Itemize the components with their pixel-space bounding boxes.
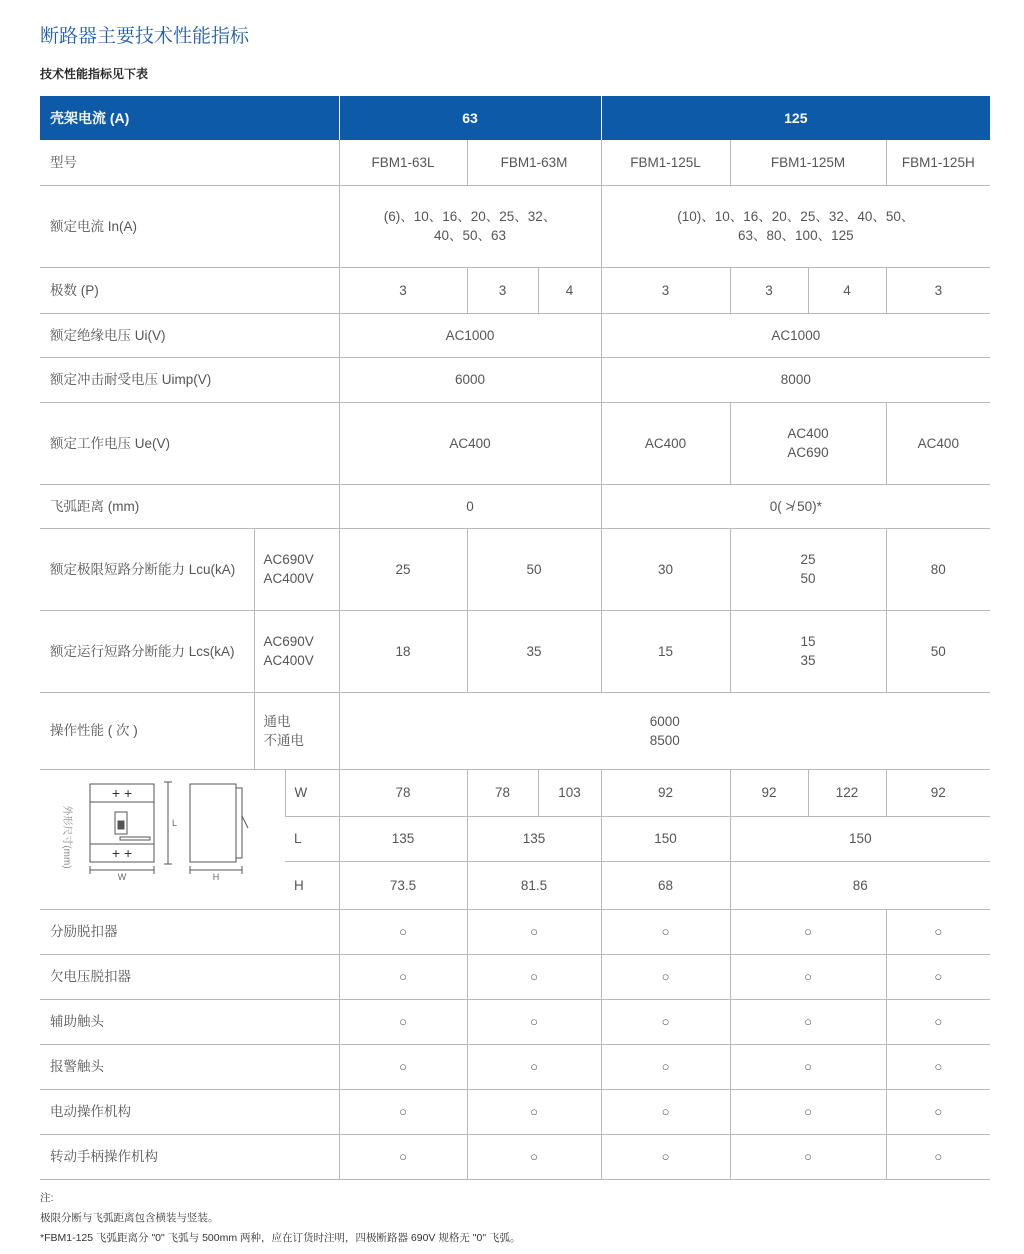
poles-label: 极数 (P): [40, 267, 339, 313]
dim-h-value: 86: [730, 862, 990, 909]
option-circle-icon: ○: [467, 909, 601, 954]
option-circle-icon: ○: [601, 1134, 730, 1179]
dim-l-value: 135: [467, 816, 601, 862]
model-fbm1-63l: FBM1-63L: [339, 140, 467, 185]
arc-125: 0( ≯ 50)*: [601, 484, 990, 528]
diagram-l-label: L: [172, 817, 178, 828]
poles-value: 3: [467, 267, 538, 313]
option-circle-icon: ○: [730, 999, 886, 1044]
accessory-label: 转动手柄操作机构: [40, 1134, 339, 1179]
note-line: *FBM1-125 飞弧距离分 "0" 飞弧与 500mm 两种，应在订货时注明，四极断路器 690V 规格无 "0" 飞弧。: [40, 1232, 521, 1244]
model-fbm1-125m: FBM1-125M: [730, 140, 886, 185]
dimension-diagram-cell: [40, 769, 285, 909]
option-circle-icon: ○: [601, 954, 730, 999]
uimp-label: 额定冲击耐受电压 Uimp(V): [40, 357, 339, 402]
lcu-fbm1-125l: 30: [601, 528, 730, 610]
accessory-rows: [40, 909, 990, 1179]
operation-mode-on: 通电: [263, 713, 291, 729]
ui-label: 额定绝缘电压 Ui(V): [40, 313, 339, 357]
operation-label: 操作性能 ( 次 ): [40, 692, 254, 769]
lcu-voltage: [254, 528, 339, 610]
accessory-label: 报警触头: [40, 1044, 339, 1089]
option-circle-icon: ○: [601, 999, 730, 1044]
lcu-125m-line1: 25: [800, 552, 816, 567]
header-row: [40, 96, 990, 140]
dim-l-value: 150: [601, 816, 730, 862]
lcu-voltage-400: AC400V: [263, 571, 314, 586]
ui-row: [40, 313, 990, 357]
model-fbm1-63m: FBM1-63M: [467, 140, 601, 185]
accessory-label: 辅助触头: [40, 999, 339, 1044]
arc-63: 0: [339, 484, 601, 528]
option-circle-icon: ○: [601, 909, 730, 954]
model-fbm1-125h: FBM1-125H: [886, 140, 990, 185]
operation-row: [40, 692, 990, 769]
operation-on-count: 6000: [649, 713, 680, 729]
frame-current-label: 壳架电流 (A): [40, 96, 339, 140]
ue-125m-line1: AC400: [787, 426, 829, 441]
rated-current-63-line2: 40、50、63: [434, 228, 507, 243]
option-circle-icon: ○: [886, 909, 990, 954]
model-row: [40, 140, 990, 185]
accessory-row: [40, 1089, 990, 1134]
rated-current-63: [339, 185, 601, 267]
frame-63: 63: [339, 96, 601, 140]
ue-125l: AC400: [601, 402, 730, 484]
notes: [40, 1188, 1000, 1248]
accessory-label: 欠电压脱扣器: [40, 954, 339, 999]
lcu-fbm1-125h: 80: [886, 528, 990, 610]
option-circle-icon: ○: [601, 1044, 730, 1089]
ue-125h: AC400: [886, 402, 990, 484]
option-circle-icon: ○: [339, 1134, 467, 1179]
ue-label: 额定工作电压 Ue(V): [40, 402, 339, 484]
option-circle-icon: ○: [886, 1089, 990, 1134]
rated-current-125: [601, 185, 990, 267]
dim-w-value: 78: [467, 769, 538, 816]
lcs-row: [40, 610, 990, 692]
dim-w-value: 103: [538, 769, 601, 816]
option-circle-icon: ○: [730, 1134, 886, 1179]
lcs-fbm1-125h: 50: [886, 610, 990, 692]
option-circle-icon: ○: [339, 1044, 467, 1089]
rated-current-125-line2: 63、80、100、125: [738, 228, 854, 243]
option-circle-icon: ○: [886, 1134, 990, 1179]
ue-63: AC400: [339, 402, 601, 484]
poles-value: 3: [886, 267, 990, 313]
dim-h-value: 73.5: [339, 862, 467, 909]
diagram-h-label: H: [212, 871, 220, 882]
accessory-row: [40, 1044, 990, 1089]
option-circle-icon: ○: [339, 1089, 467, 1134]
accessory-row: [40, 999, 990, 1044]
spec-table: [40, 96, 990, 1180]
breaker-dimension-diagram: [40, 770, 285, 904]
option-circle-icon: ○: [339, 954, 467, 999]
lcs-125m-line2: 35: [800, 653, 816, 668]
option-circle-icon: ○: [730, 909, 886, 954]
lcs-label: 额定运行短路分断能力 Lcs(kA): [40, 610, 254, 692]
poles-row: [40, 267, 990, 313]
lcu-125m-line2: 50: [800, 571, 816, 586]
rated-current-125-line1: (10)、10、16、20、25、32、40、50、: [677, 209, 915, 224]
diagram-w-label: W: [117, 871, 127, 882]
arc-row: [40, 484, 990, 528]
lcs-fbm1-63l: 18: [339, 610, 467, 692]
lcu-fbm1-125m: [730, 528, 886, 610]
accessory-label: 电动操作机构: [40, 1089, 339, 1134]
ue-125m: [730, 402, 886, 484]
dim-w-row: [40, 769, 990, 816]
front-plus-bottom: + +: [111, 844, 133, 861]
accessory-label: 分励脱扣器: [40, 909, 339, 954]
accessory-row: [40, 954, 990, 999]
page-title: 断路器主要技术性能指标: [40, 26, 250, 47]
accessory-row: [40, 909, 990, 954]
poles-value: 3: [730, 267, 808, 313]
option-circle-icon: ○: [730, 1089, 886, 1134]
option-circle-icon: ○: [730, 954, 886, 999]
dim-h-label: H: [285, 862, 339, 909]
option-circle-icon: ○: [886, 954, 990, 999]
option-circle-icon: ○: [886, 999, 990, 1044]
option-circle-icon: ○: [730, 1044, 886, 1089]
operation-values: [339, 692, 990, 769]
dim-h-value: 68: [601, 862, 730, 909]
operation-mode-off: 不通电: [263, 732, 304, 748]
note-line: 极限分断与飞弧距离包含横装与竖装。: [40, 1212, 219, 1224]
dim-w-value: 92: [886, 769, 990, 816]
accessory-row: [40, 1134, 990, 1179]
ui-125: AC1000: [601, 313, 990, 357]
option-circle-icon: ○: [886, 1044, 990, 1089]
poles-value: 4: [538, 267, 601, 313]
arc-label: 飞弧距离 (mm): [40, 484, 339, 528]
lcs-125m-line1: 15: [800, 634, 816, 649]
option-circle-icon: ○: [467, 1044, 601, 1089]
lcs-voltage: [254, 610, 339, 692]
dim-w-value: 78: [339, 769, 467, 816]
lcu-row: [40, 528, 990, 610]
option-circle-icon: ○: [339, 999, 467, 1044]
uimp-row: [40, 357, 990, 402]
poles-value: 3: [601, 267, 730, 313]
dim-w-value: 92: [730, 769, 808, 816]
poles-value: 3: [339, 267, 467, 313]
rated-current-row: [40, 185, 990, 267]
dim-l-value: 150: [730, 816, 990, 862]
dim-h-value: 81.5: [467, 862, 601, 909]
frame-125: 125: [601, 96, 990, 140]
ue-125m-line2: AC690: [787, 445, 829, 460]
rated-current-63-line1: (6)、10、16、20、25、32、: [383, 209, 557, 224]
dim-w-label: W: [285, 769, 339, 816]
page-subtitle: 技术性能指标见下表: [40, 67, 149, 81]
lcs-fbm1-125m: [730, 610, 886, 692]
dimension-vertical-label: [61, 805, 74, 868]
dimension-label-text: 外形尺寸(mm): [61, 804, 72, 869]
lcs-voltage-690: AC690V: [263, 634, 314, 649]
lcu-fbm1-63l: 25: [339, 528, 467, 610]
model-fbm1-125l: FBM1-125L: [601, 140, 730, 185]
lcs-fbm1-63m: 35: [467, 610, 601, 692]
dim-w-value: 122: [808, 769, 886, 816]
operation-mode: [254, 692, 339, 769]
poles-value: 4: [808, 267, 886, 313]
option-circle-icon: ○: [467, 954, 601, 999]
rated-current-label: 额定电流 In(A): [40, 185, 339, 267]
lcs-fbm1-125l: 15: [601, 610, 730, 692]
operation-off-count: 8500: [649, 732, 680, 748]
option-circle-icon: ○: [467, 999, 601, 1044]
notes-label: 注:: [40, 1192, 54, 1204]
front-plus-top: + +: [111, 784, 133, 801]
lcu-label: 额定极限短路分断能力 Lcu(kA): [40, 528, 254, 610]
lcu-fbm1-63m: 50: [467, 528, 601, 610]
dim-w-value: 92: [601, 769, 730, 816]
side-view-icon: [190, 784, 248, 874]
option-circle-icon: ○: [467, 1089, 601, 1134]
dim-l-label: L: [285, 816, 339, 862]
option-circle-icon: ○: [601, 1089, 730, 1134]
option-circle-icon: ○: [467, 1134, 601, 1179]
model-label: 型号: [40, 140, 339, 185]
lcs-voltage-400: AC400V: [263, 653, 314, 668]
uimp-63: 6000: [339, 357, 601, 402]
dim-l-value: 135: [339, 816, 467, 862]
option-circle-icon: ○: [339, 909, 467, 954]
lcu-voltage-690: AC690V: [263, 552, 314, 567]
ue-row: [40, 402, 990, 484]
uimp-125: 8000: [601, 357, 990, 402]
ui-63: AC1000: [339, 313, 601, 357]
